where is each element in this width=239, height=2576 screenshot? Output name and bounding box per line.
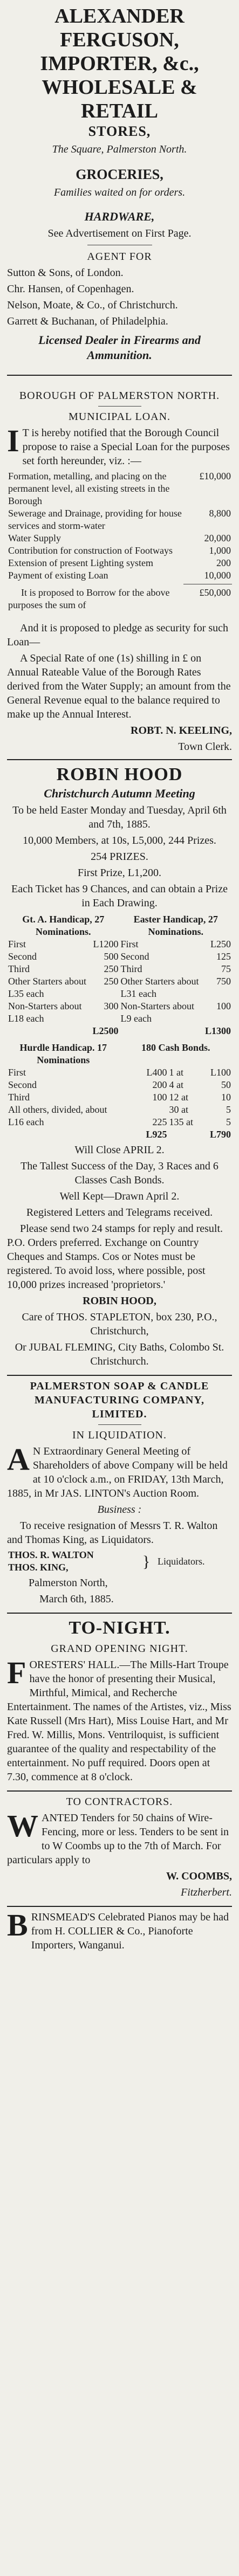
robin-hood-sweep [7,763,232,1368]
robin-first: First Prize, L1,200. [78,867,161,879]
agent-item: Sutton & Sons, of London. [7,267,124,279]
robin-held: To be held Easter Monday and Tuesday, April 6th and 7th, 1885. [12,804,227,830]
table-row: Extension of present Lighting system 200 [8,557,231,568]
tonight-advert [7,1617,232,1784]
robin-prizes: 254 PRIZES. [91,851,148,863]
table-row: Sewerage and Drainage, providing for house services and storm-water 8,800 [8,508,231,531]
ferguson-see-ad: See Advertisement on First Page. [47,228,192,239]
borough-items-table [7,470,232,582]
robin-sign-alt: Or JUBAL FLEMING, City Baths, Colombo St. Christchurch. [15,1341,224,1367]
robin-well-kept: Well Kept—Drawn April 2. [59,1190,180,1202]
borough-loan-notice [7,379,232,754]
ferguson-address: The Square, Palmerston North. [52,143,187,155]
tonight-body: FORESTERS' HALL.—The Mills-Hart Troupe have the honor of presenting their Musical, Mirthful, Mimical, and Recherche Entertainment. The names of the Artistes, viz., Miss Kate Russell (Mrs Hart), Miss Louise Hart, and Mr Fred. W. Millis, Mons. Ventriloquist, is sufficient guarantee of the quality and respectability of the entertainment. No puff required. Doors open at 7.30, commence at 8 o'clock. [7,1655,231,1783]
ferguson-importer: IMPORTER, &c., [40,52,199,75]
borough-rate: A Special Rate of one (1s) shilling in £ on Annual Rateable Value of the Borough Rates derived from the Water Supply; an amount from the General Revenue equal to the balance required to make up the Annual Interest. [7,652,231,720]
soap-body: A N Extraordinary General Meeting of Shareholders of above Company will be held at 10 o'clock a.m., on FRIDAY, 13th March, 1885, in Mr JAS. LINTON's Auction Room. [7,1442,228,1499]
newspaper-column [7,0,232,1952]
ferguson-advert [7,4,232,363]
table-row: Water Supply 20,000 [8,533,231,543]
borough-subtitle: MUNICIPAL LOAN. [68,411,171,423]
table-row: Second 200 4 at 50 [8,1079,231,1090]
borough-total: It is proposed to Borrow for the above purposes the sum of £50,000 [8,587,231,610]
ferguson-families: Families waited on for orders. [53,187,186,198]
table-row: L925 L790 [146,1129,231,1140]
robin-stamps: Please send two 24 stamps for reply and result. P.O. Orders preferred. Exchange on Country Cheques and Stamps. Cos or Notes must be registered. To avoid loss, where possible, post 10,000 prizes increased 'proprietors.' [7,1223,223,1291]
borough-signer-title: Town Clerk. [178,741,232,753]
robin-handicap-table: Gt. A. Handicap, 27 Nominations. Easter Handicap, 27 Nominations. [22,914,218,937]
robin-hurdle-head: Hurdle Handicap. 17 Nominations 180 Cash Bonds. [19,1042,210,1065]
agent-item: Garrett & Buchanan, of Philadelphia. [7,315,168,327]
soap-place: Palmerston North, [29,1577,108,1589]
soap-business-head: Business : [97,1504,142,1516]
contractors-title: TO CONTRACTORS. [66,1796,173,1808]
table-row: All others, divided, about 30 at 5 [8,1104,231,1115]
soap-liquidation: IN LIQUIDATION. [72,1429,167,1441]
ferguson-name: ALEXANDER FERGUSON, [54,5,185,51]
table-row: Third 100 12 at 10 [8,1092,231,1103]
contractors-signer-place: Fitzherbert. [181,1886,232,1898]
borough-pledge: And it is proposed to pledge as security for such Loan— [7,622,229,648]
robin-title: ROBIN HOOD [56,764,183,784]
agent-item: Nelson, Moate, & Co., of Christchurch. [7,299,178,311]
table-row: L16 each 225 135 at 5 [8,1117,231,1127]
table-row: Second 500 Second 125 [8,951,231,962]
ferguson-agents [7,266,232,328]
agent-item: Chr. Hansen, of Copenhagen. [7,283,134,295]
ferguson-groceries: GROCERIES, [76,167,163,182]
borough-intro: I T is hereby notified that the Borough Council propose to raise a Special Loan for the purposes set forth hereunder, viz. :— [7,423,230,467]
table-row: Payment of existing Loan 10,000 [8,570,231,581]
soap-title: PALMERSTON SOAP & CANDLE MANUFACTURING COMPANY, LIMITED. [30,1380,209,1420]
soap-business: To receive resignation of Messrs T. R. Walton and Thomas King, as Liquidators. [7,1520,218,1546]
contractors-notice [7,1795,232,1899]
borough-title: BOROUGH OF PALMERSTON NORTH. [19,390,220,402]
table-row: Third 250 Third 75 [8,963,231,974]
robin-tallest: The Tallest Success of the Day, 3 Races and 6 Classes Cash Bonds. [21,1160,218,1186]
ferguson-licensed: Licensed Dealer in Firearms and Ammunition. [38,333,201,362]
robin-sign-care: Care of THOS. STAPLETON, box 230, P.O., Christchurch, [22,1311,217,1337]
tonight-title: TO-NIGHT. [69,1618,170,1638]
drop-cap: I [7,423,19,458]
ferguson-hardware: HARDWARE, [84,210,155,223]
robin-subtitle: Christchurch Autumn Meeting [44,787,195,800]
brinsmead-body: BRINSMEAD'S Celebrated Pianos may be had from H. COLLIER & Co., Pianoforte Importers, Wanganui. [7,1907,229,1951]
drop-cap: A [7,1442,30,1477]
soap-company-notice [7,1379,232,1606]
table-row: L2500 L1300 [92,1025,231,1036]
drop-cap: F [7,1655,26,1690]
ferguson-wholesale: WHOLESALE & RETAIL [42,76,197,122]
robin-tickets: Each Ticket has 9 Chances, and can obtain a Prize in Each Drawing. [11,883,228,909]
table-row: Non-Starters about L18 each 300 Non-Starters about L9 each 100 [8,1001,231,1024]
drop-cap: W [7,1808,38,1843]
table-row: Contribution for construction of Footways 1,000 [8,545,231,556]
robin-members: 10,000 Members, at 10s, L5,000, 244 Prizes. [23,835,216,846]
table-row: First L1200 First L250 [8,939,231,949]
ferguson-agent-for: AGENT FOR [87,251,152,263]
contractors-body: WANTED Tenders for 50 chains of Wire-Fencing, more or less. Tenders to be sent in to W Coombs up to the 7th of March. For particulars apply to [7,1808,229,1866]
robin-registered: Registered Letters and Telegrams received. [26,1207,213,1218]
borough-signer: ROBT. N. KEELING, [131,725,232,736]
contractors-signer: W. COOMBS, [166,1870,232,1882]
robin-hurdle-rows [7,1066,232,1141]
table-row: Formation, metalling, and placing on the permanent level, all existing streets in the Borough £10,000 [8,471,231,506]
table-row: First L400 1 at L100 [8,1067,231,1078]
tonight-subtitle: GRAND OPENING NIGHT. [51,1643,188,1655]
robin-sign: ROBIN HOOD, [83,1295,156,1307]
soap-signers: THOS. R. WALTON } Liquidators. THOS. KING, [8,1549,205,1573]
table-row: Other Starters about L35 each 250 Other Starters about L31 each 750 [8,976,231,999]
soap-date: March 6th, 1885. [39,1593,114,1605]
drop-cap: B [7,1907,28,1943]
robin-closes: Will Close APRIL 2. [74,1144,165,1156]
brinsmead-advert [7,1907,232,1952]
robin-prize-rows [7,938,232,1037]
ferguson-stores: STORES, [88,123,151,139]
